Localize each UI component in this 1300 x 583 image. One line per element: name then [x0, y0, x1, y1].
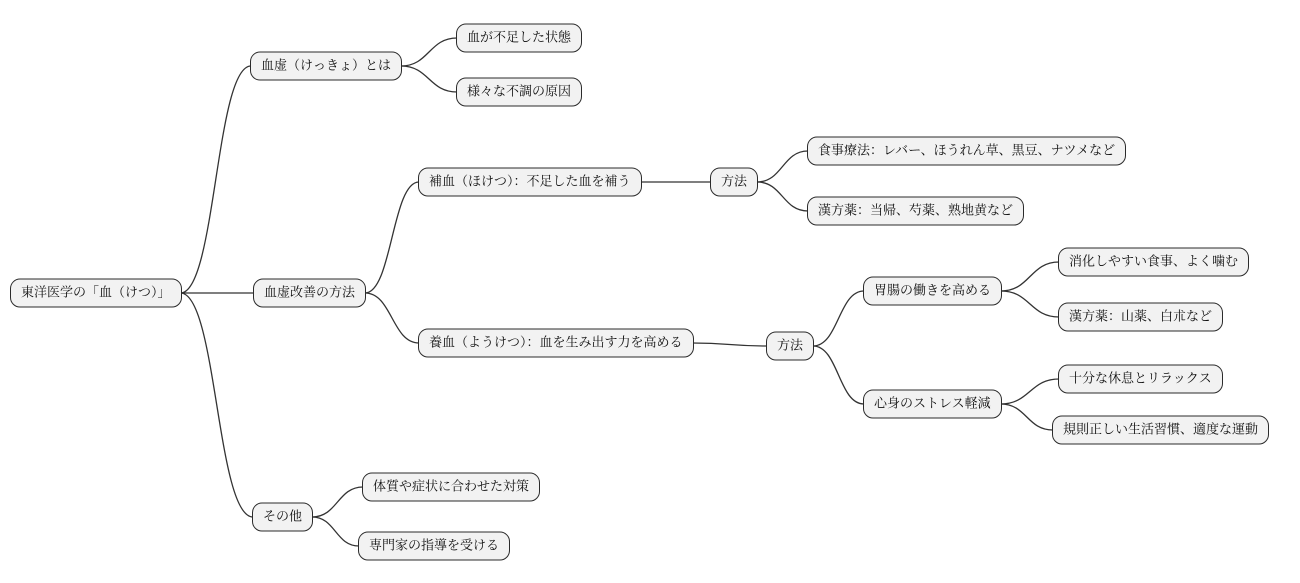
node-regular-lifestyle[interactable]: 規則正しい生活習慣、適度な運動 [1052, 416, 1269, 445]
node-root[interactable]: 東洋医学の「血（けつ）」 [10, 279, 182, 308]
node-yoketsu-method[interactable]: 方法 [766, 332, 814, 361]
node-improvement-methods[interactable]: 血虚改善の方法 [253, 279, 366, 308]
connector [1001, 262, 1059, 291]
connector [1001, 379, 1059, 404]
connector [181, 66, 251, 293]
node-gastro-function[interactable]: 胃腸の働きを高める [863, 277, 1002, 306]
node-kampo-hoketsu[interactable]: 漢方薬：当帰、芍薬、熟地黄など [807, 197, 1024, 226]
node-stress-reduction[interactable]: 心身のストレス軽減 [863, 390, 1002, 419]
connector [312, 487, 363, 517]
node-expert-guidance[interactable]: 専門家の指導を受ける [358, 532, 510, 561]
connector [401, 66, 457, 92]
connector [757, 151, 808, 182]
node-digestible-food[interactable]: 消化しやすい食事、よく噛む [1058, 248, 1249, 277]
connector [813, 291, 864, 346]
node-rest-relax[interactable]: 十分な休息とリラックス [1058, 365, 1223, 394]
node-hoketsu[interactable]: 補血（ほけつ）：不足した血を補う [418, 168, 642, 197]
node-tailored-measures[interactable]: 体質や症状に合わせた対策 [362, 473, 540, 502]
connector [365, 293, 419, 343]
node-others[interactable]: その他 [252, 503, 313, 532]
connector [757, 182, 808, 211]
node-diet-therapy[interactable]: 食事療法：レバー、ほうれん草、黒豆、ナツメなど [807, 137, 1126, 166]
connector [365, 182, 419, 293]
node-kekkyo-definition[interactable]: 血虚（けっきょ）とは [250, 52, 402, 81]
node-kampo-yoketsu[interactable]: 漢方薬：山薬、白朮など [1058, 303, 1223, 332]
connector [312, 517, 359, 546]
connector [693, 343, 767, 346]
node-disorder-cause[interactable]: 様々な不調の原因 [456, 78, 582, 107]
node-hoketsu-method[interactable]: 方法 [710, 168, 758, 197]
connector [401, 38, 457, 66]
connector [181, 293, 253, 517]
node-blood-deficient-state[interactable]: 血が不足した状態 [456, 24, 582, 53]
connector [1001, 291, 1059, 317]
connector [813, 346, 864, 404]
connector [1001, 404, 1053, 430]
node-yoketsu[interactable]: 養血（ようけつ）：血を生み出す力を高める [418, 329, 694, 358]
